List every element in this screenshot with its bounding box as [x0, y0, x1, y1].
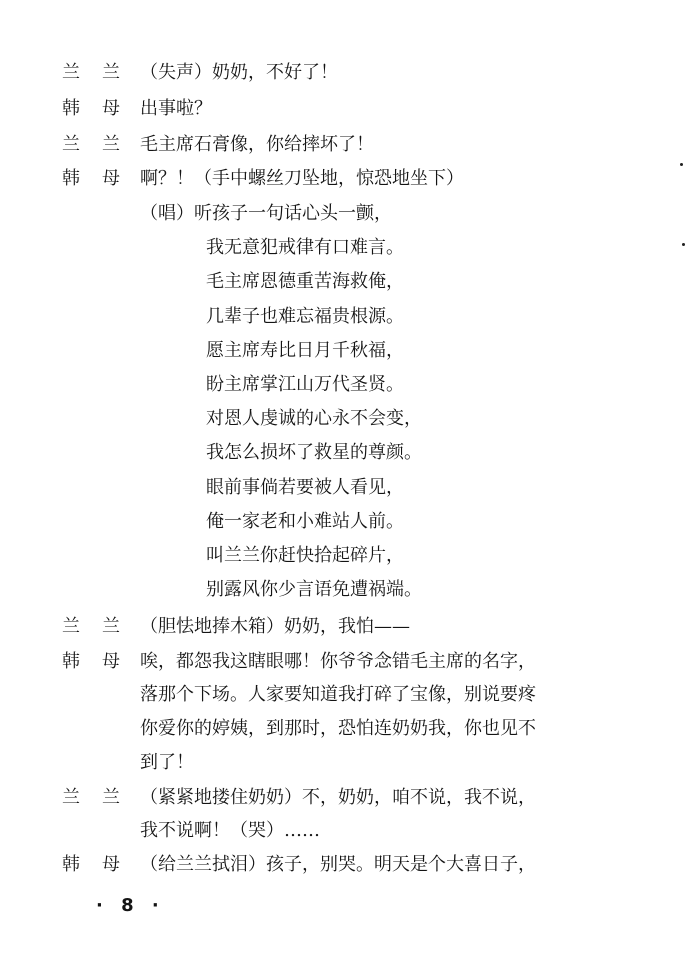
line-text: （给兰兰拭泪）孩子，别哭。明天是个大喜日子， [140, 854, 536, 875]
page-number: · 8 · [96, 895, 165, 916]
line-text: 毛主席石膏像，你给摔坏了！ [140, 134, 374, 155]
speaker: 兰兰 [62, 62, 142, 83]
verse-text: 毛主席恩德重苦海救俺， [206, 271, 404, 292]
verse-text: 对恩人虔诚的心永不会变， [206, 408, 422, 429]
line-text: 到了！ [140, 752, 194, 773]
speaker: 韩母 [62, 168, 142, 189]
verse-text: 俺一家老和小难站人前。 [206, 511, 404, 532]
scan-speck [682, 243, 685, 246]
verse-text: 我怎么损坏了救星的尊颜。 [206, 442, 422, 463]
line-text: （唱）听孩子一句话心头一颤， [140, 203, 392, 224]
line-text: 落那个下场。人家要知道我打碎了宝像，别说要疼 [140, 684, 536, 705]
verse-text: 几辈子也难忘福贵根源。 [206, 306, 404, 327]
speaker: 韩母 [62, 854, 142, 875]
speaker: 韩母 [62, 98, 142, 119]
verse-text: 眼前事倘若要被人看见， [206, 477, 404, 498]
line-text: 啊？！（手中螺丝刀坠地，惊恐地坐下） [140, 168, 464, 189]
speaker: 兰兰 [62, 134, 142, 155]
verse-text: 盼主席掌江山万代圣贤。 [206, 374, 404, 395]
verse-text: 我无意犯戒律有口难言。 [206, 237, 404, 258]
line-text: （紧紧地搂住奶奶）不，奶奶，咱不说，我不说， [140, 787, 536, 808]
line-text: （失声）奶奶，不好了！ [140, 62, 338, 83]
speaker: 兰兰 [62, 787, 142, 808]
verse-text: 别露风你少言语免遭祸端。 [206, 579, 422, 600]
line-text: （胆怯地捧木箱）奶奶，我怕—— [140, 616, 410, 637]
verse-text: 愿主席寿比日月千秋福， [206, 340, 404, 361]
speaker: 兰兰 [62, 616, 142, 637]
verse-text: 叫兰兰你赶快拾起碎片， [206, 545, 404, 566]
line-text: 你爱你的婷姨，到那时，恐怕连奶奶我，你也见不 [140, 718, 536, 739]
scan-speck [680, 163, 683, 166]
speaker: 韩母 [62, 651, 142, 672]
line-text: 我不说啊！（哭）…… [140, 820, 320, 841]
line-text: 唉，都怨我这瞎眼哪！你爷爷念错毛主席的名字， [140, 651, 536, 672]
line-text: 出事啦？ [140, 98, 212, 119]
